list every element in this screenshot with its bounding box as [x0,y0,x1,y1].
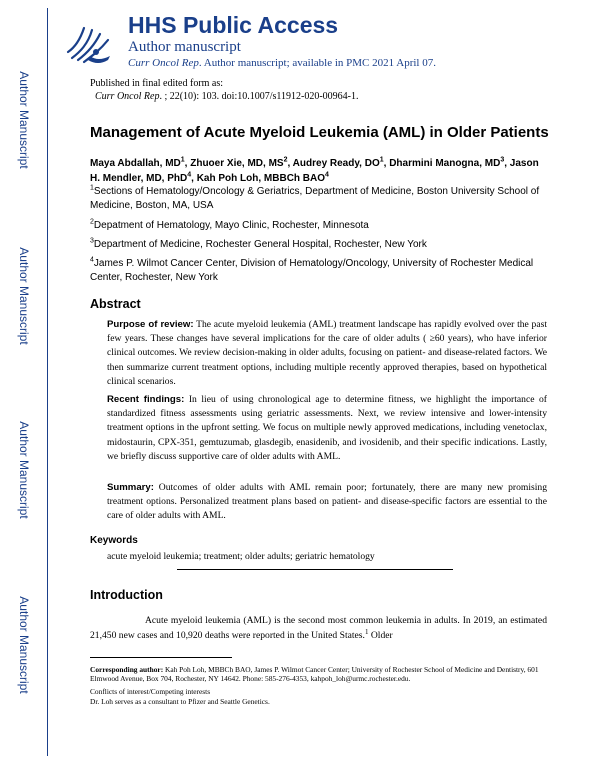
sidebar-label: Author Manuscript [17,247,31,345]
published-citation: Curr Oncol Rep. ; 22(10): 103. doi:10.1007/s11912-020-00964-1. [95,91,359,102]
author-name: Jason H. Mendler, MD, PhD [90,158,539,184]
author-manuscript-subtitle: Author manuscript [128,39,241,55]
section-divider [177,569,453,570]
keywords-heading: Keywords [90,535,138,546]
abstract-findings: Recent findings: In lieu of using chronological age to determine fitness, we highlight the importance of standardized fitness assessments using geriatric assessments. Next, we review intensive and lower-intensity treatment options in the upfront setting. We focus on multiple newly approved medications, including venetoclax, midostaurin, CPX-351, gemtuzumab, glasdegib, enasidenib, and ivosidenib, and their specific indications. Lastly, we briefly discuss supportive care of older adults with AML. [107,394,547,462]
affiliation: $^1$Sections of Hematology/Oncology & Geriatrics, Department of Medicine, Boston University School of Medicine, Boston, MA, USA [90,184,540,211]
conflicts-heading: Conflicts of interest/Competing interests [90,687,211,696]
hhs-eagle-logo-icon [62,22,118,66]
author-affiliation-ref: 3 [500,156,505,164]
abstract-summary: Summary: Outcomes of older adults with AML remain poor; fortunately, there are many new promising treatment options. Personalized treatment plans based on patient- and disease-specific factors are essential to the care of older adults with AML. [107,482,547,522]
author-name: Maya Abdallah, MD [90,158,181,169]
sidebar-label: Author Manuscript [17,71,31,169]
author-separator: , [504,158,510,169]
author-separator: , [184,158,191,169]
keywords-list: acute myeloid leukemia; treatment; older adults; geriatric hematology [107,551,375,562]
affiliation: $^3$Department of Medicine, Rochester General Hospital, Rochester, New York [90,237,427,250]
abstract-purpose: Purpose of review: The acute myeloid leukemia (AML) treatment landscape has rapidly evolved over the past few years. These changes have several implications for the care of older adults ( ≥60 years), who have inferior clinical outcomes. We review decision-making in older adults, focusing on patient- and disease-related factors. We then summarize current treatment options, including multiple recently approved therapies, based on hypothetical clinical scenarios. [107,319,547,387]
introduction-heading: Introduction [90,588,163,602]
author-affiliation-ref: 2 [283,156,288,164]
affiliation: $^4$James P. Wilmot Cancer Center, Division of Hematology/Oncology, University of Rochester Medical Center, Rochester, New York [90,256,534,283]
sidebar-label: Author Manuscript [17,421,31,519]
author-separator: , [191,173,197,184]
pmc-availability-line: Curr Oncol Rep. Author manuscript; available in PMC 2021 April 07. [128,57,436,69]
abstract-heading: Abstract [90,297,141,311]
footnote-divider [90,657,232,658]
author-name: Dharmini Manogna, MD [389,158,501,169]
article-title: Management of Acute Myeloid Leukemia (AML) in Older Patients [90,124,549,141]
introduction-text: Acute myeloid leukemia (AML) is the second most common leukemia in adults. In 2019, an estimated 21,450 new cases and 10,920 deaths were reported in the United States.$^1$ Older [90,615,547,641]
author-affiliation-ref: 1 [180,156,185,164]
author-list [90,156,550,186]
published-note: Published in final edited form as: [90,78,224,89]
disclosure-note: Dr. Loh serves as a consultant to Pfizer and Seattle Genetics. [90,697,270,706]
author-name: Kah Poh Loh, MBBCh BAO [196,173,326,184]
author-separator: , [383,158,390,169]
sidebar-label: Author Manuscript [17,596,31,694]
hhs-public-access-title: HHS Public Access [128,12,339,38]
author-name: Audrey Ready, DO [292,158,380,169]
author-affiliation-ref: 4 [187,171,192,179]
author-affiliation-ref: 4 [325,171,329,179]
affiliation: $^2$Depatment of Hematology, Mayo Clinic, Rochester, Minnesota [90,218,369,231]
author-affiliation-ref: 1 [379,156,384,164]
author-name: Zhuoer Xie, MD, MS [190,158,284,169]
left-margin-rule [47,8,48,756]
author-separator: , [287,158,293,169]
corresponding-author-note: Corresponding author: Kah Poh Loh, MBBCh BAO, James P. Wilmot Cancer Center; University of Rochester School of Medicine and Dentistry, 601 Elmwood Avenue, Box 704, Rochester, NY 14642. Phone: 585-276-4353, kahpoh_loh@urmc.rochester.edu. [90,665,539,684]
